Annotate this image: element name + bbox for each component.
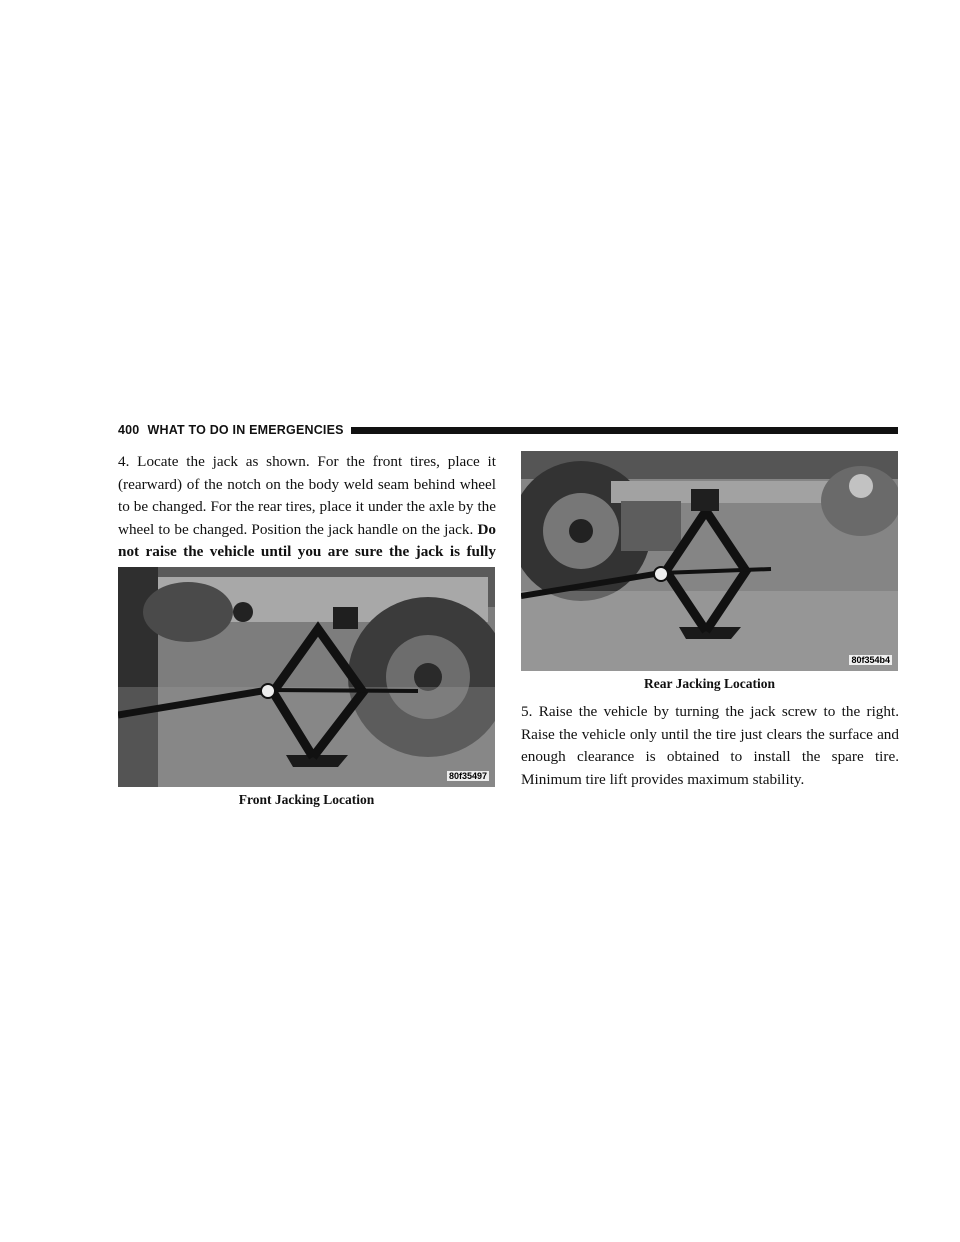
front-jacking-illustration — [118, 567, 495, 787]
rear-figure-caption: Rear Jacking Location — [644, 676, 775, 691]
rear-jacking-illustration — [521, 451, 898, 671]
step-5-paragraph: 5. Raise the vehicle by turning the jack screw to the right. Raise the vehicle only until the tire just clears the surface and enough clearance is obtained to install the spare tire. Minimum tire lift provides maximum stability. — [521, 703, 899, 788]
front-figure-caption: Front Jacking Location — [238, 792, 375, 807]
rear-figure-code: 80f354b4 — [851, 655, 890, 665]
step-4-warning: Do not raise the vehicle until you are sure the jack is fully — [118, 520, 496, 561]
front-jack-drawing — [118, 567, 495, 787]
rear-jack-drawing — [521, 451, 898, 671]
step-4-text: 4. Locate the jack as shown. For the front tires, place it (rearward) of the notch on the body weld seam behind wheel to be changed. For the rear tires, place it under the axle by the wheel to be changed. Position the jack handle on the jack. — [118, 453, 496, 538]
page-header — [118, 420, 898, 440]
section-title: WHAT TO DO IN EMERGENCIES — [147, 423, 344, 437]
front-figure-code: 80f35497 — [448, 771, 487, 781]
header-rule — [351, 427, 898, 434]
page-number: 400 — [118, 423, 140, 437]
